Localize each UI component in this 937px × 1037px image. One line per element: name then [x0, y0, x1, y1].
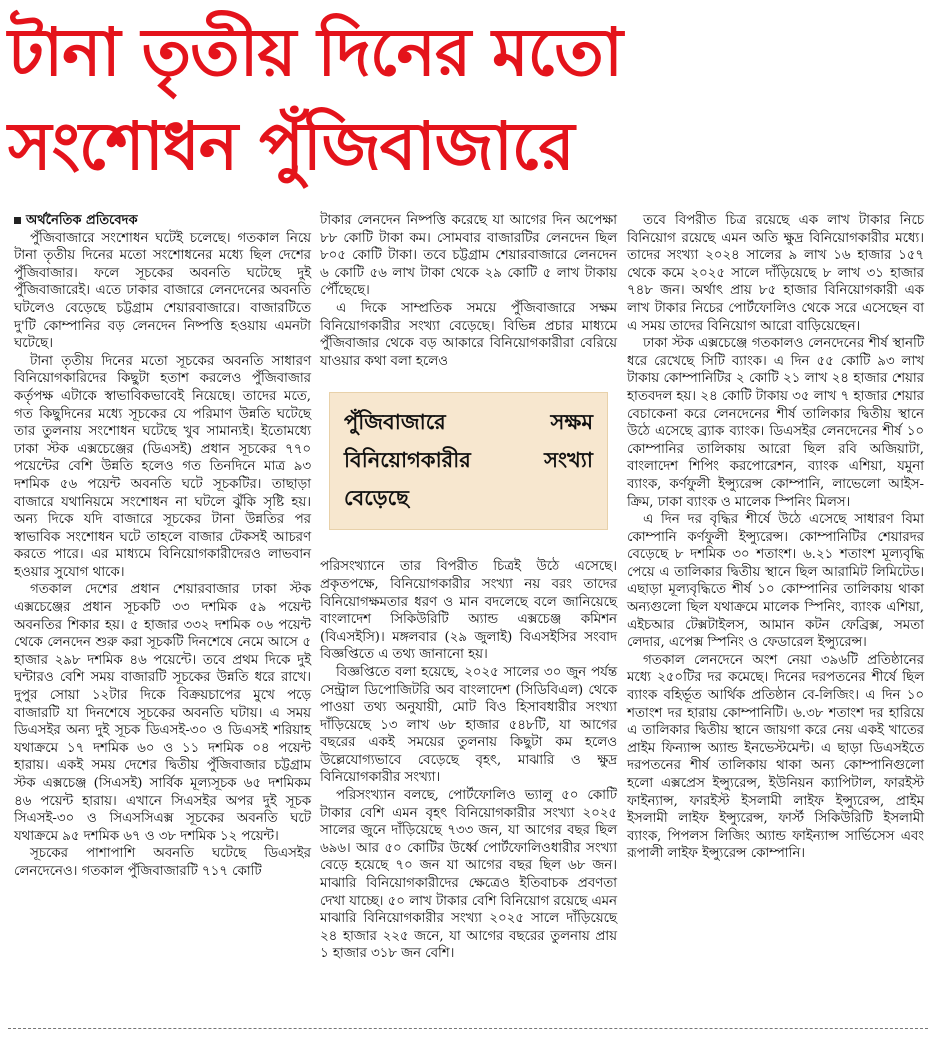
paragraph: টানা তৃতীয় দিনের মতো সূচকের অবনতি সাধারণ বিনিয়োগকারিদের কিছুটা হতাশ করলেও পুঁজিবাজার কর্তৃপক্ষ এটাকে স্বাভাবিকভাবেই নিয়েছে। তাদের মতে, গত কিছুদিনের মধ্যে সূচকের যে পরিমাণ উন্নতি ঘটেছে তার তুলনায় সংশোধন ঘটেছে খুব সামান্যই। ইতোমধ্যে ঢাকা স্টক এক্সচেঞ্জের (ডিএসই) প্রধান সূচকের ৭৭০ পয়েন্টের বেশি উন্নতি হলেও গত তিনদিনে মাত্র ৯৩ দশমিক ৫৬ পয়েন্ট অবনতি ঘটে সূচকটির। তাছাড়া বাজারে যথানিয়মে সংশোধন না ঘটলে ঝুঁকি সৃষ্টি হয়। অন্য দিকে যদি বাজারে সূচকের টানা উন্নতির পর স্বাভাবিক সংশোধন ঘটে তাহলে বাজার টেকসই আচরণ করতে পারে। এর মাধ্যমে বিনিয়োগকারীদেরও লাভবান হওয়ার সুযোগ থাকে।: [14, 353, 311, 580]
paragraph: এ দিকে সাম্প্রতিক সময়ে পুঁজিবাজারে সক্ষম বিনিয়োগকারীর সংখ্যা বেড়েছে। বিভিন্ন প্রচার মাধ্যমে পুঁজিবাজার থেকে বড় আকারে বিনিয়োগকারীরা বেরিয়ে যাওয়ার কথা বলা হলেও: [320, 300, 617, 369]
square-bullet-icon: [14, 217, 21, 224]
paragraph: এ দিন দর বৃদ্ধির শীর্ষে উঠে এসেছে সাধারণ বিমা কোম্পানি কর্ণফুলী ইন্স্যুরেন্স। কোম্পানিটির শেয়ারদর বেড়েছে ৮ দশমিক ৩০ শতাংশ। ৬.২১ শতাংশ মূল্যবৃদ্ধি পেয়ে এ তালিকার দ্বিতীয় স্থানে ছিল আরামিট লিমিটেড। এছাড়া মূল্যবৃদ্ধিতে শীর্ষ ১০ কোম্পানির তালিকায় থাকা অন্যগুলো ছিল যথাক্রমে মালেক স্পিনিং, ব্যাংক এশিয়া, এইচআর টেক্সটাইলস, আমান কটন ফেব্রিক্স, সমতা লেদার, এপেক্স স্পিনিং ও ফেডারেল ইন্স্যুরেন্স।: [627, 512, 924, 651]
headline-line-2: সংশোধন পুঁজিবাজারে: [8, 108, 574, 185]
article-column-2: [320, 212, 617, 963]
pull-quote-box: পুঁজিবাজারে সক্ষম বিনিয়োগকারীর সংখ্যা বেড়েছে: [329, 392, 608, 530]
paragraph: বিজ্ঞপ্তিতে বলা হয়েছে, ২০২৫ সালের ৩০ জুন পর্যন্ত সেন্ট্রাল ডিপোজিটরি অব বাংলাদেশ (সিডিবিএল) থেকে পাওয়া তথ্য অনুযায়ী, মোট বিও হিসাবধারীর সংখ্যা দাঁড়িয়েছে ১৩ লাখ ৬৮ হাজার ৫৪৮টি, যা আগের বছরের একই সময়ের তুলনায় কিছুটা কম হলেও উল্লেযোগ্যভাবে বেড়েছে বৃহৎ, মাঝারি ও ক্ষুদ্র বিনিয়োগকারীর সংখ্যা।: [320, 664, 617, 786]
byline: [14, 212, 311, 230]
paragraph: টাকার লেনদেন নিষ্পত্তি করেছে যা আগের দিন অপেক্ষা ৮৮ কোটি টাকা কম। সোমবার বাজারটির লেনদেন ছিল ৮০৫ কোটি টাকা। তবে চট্টগ্রাম শেয়ারবাজারে লেনদেন ৬ কোটি ৫৬ লাখ টাকা থেকে ২৯ কোটি ৫ লাখ টাকায় পৌঁছেছে।: [320, 213, 617, 299]
paragraph: ঢাকা স্টক এক্সচেঞ্জে গতকালও লেনদেনের শীর্ষ স্থানটি ধরে রেখেছে সিটি ব্যাংক। এ দিন ৫৫ কোটি ৯৩ লাখ টাকায় কোম্পানিটির ২ কোটি ২১ লাখ ২৪ হাজার শেয়ার হাতবদল হয়। ২৪ কোটি টাকায় ৩৫ লাখ ৭ হাজার শেয়ার বেচাকেনা করে লেনদেনের শীর্ষ তালিকার দ্বিতীয় স্থানে উঠে এসেছে ব্র্যাক ব্যাংক। ডিএসইর লেনদেনের শীর্ষ ১০ কোম্পানির তালিকায় আরো ছিল রবি অজিয়াটা, বাংলাদেশ শিপিং করপোরেশন, ব্যাংক এশিয়া, যমুনা ব্যাংক, কর্ণফুলী ইন্স্যুরেন্স কোম্পানি, লাভেলো আইস-ক্রিম, ঢাকা ব্যাংক ও মালেক স্পিনিং মিলস।: [627, 336, 924, 510]
bottom-divider: [8, 1028, 928, 1029]
paragraph: পরিসংখ্যান বলছে, পোর্টফোলিও ভ্যালু ৫০ কোটি টাকার বেশি এমন বৃহৎ বিনিয়োগকারীর সংখ্যা ২০২৫ সালের জুনে দাঁড়িয়েছে ৭৩৩ জন, যা আগের বছর ছিল ৬৯৬। আর ৫০ কোটির উর্ধ্বে পোর্টফোলিওধারীর সংখ্যা বেড়ে হয়েছে ৭০ জন যা আগের বছর ছিল ৬৮ জন। মাঝারি বিনিয়োগকারীদের ক্ষেত্রেও ইতিবাচক প্রবণতা দেখা যাচ্ছে। ৫০ লাখ টাকার বেশি বিনিয়োগ রয়েছে এমন মাঝারি বিনিয়োগকারীর সংখ্যা ২০২৫ সালে দাঁড়িয়েছে ২৪ হাজার ২২৫ জনে, যা আগের বছরের তুলনায় প্রায় ১ হাজার ৩১৮ জন বেশি।: [320, 788, 617, 962]
byline-text: অর্থনৈতিক প্রতিবেদক: [26, 213, 138, 228]
paragraph: গতকাল দেশের প্রধান শেয়ারবাজার ঢাকা স্টক এক্সচেঞ্জের প্রধান সূচকটি ৩৩ দশমিক ৫৯ পয়েন্ট অবনতির শিকার হয়। ৫ হাজার ৩৩২ দশমিক ০৬ পয়েন্ট থেকে লেনদেন শুরু করা সূচকটি দিনশেষে নেমে আসে ৫ হাজার ২৯৮ দশমিক ৪৬ পয়েন্টে। তবে প্রথম দিকে দুই ঘন্টারও বেশি সময় বাজারটি সূচকের উন্নতি ধরে রাখে। দুপুর সোয়া ১২টার দিকে বিক্রয়চাপের মুখে পড়ে বাজারটি যা দিনশেষে সূচকের অবনতি ঘটায়। এ সময় ডিএসইর অন্য দুই সূচক ডিএসই-৩০ ও ডিএসই শরিয়াহ যথাক্রমে ১৭ দশমিক ৬০ ও ১১ দশমিক ০৪ পয়েন্ট হারায়। একই সময় দেশের দ্বিতীয় পুঁজিবাজার চট্টগ্রাম স্টক এক্সচেঞ্জ (সিএসই) সার্বিক মূল্যসূচক ৬৫ দশমিকম ৪৬ পয়েন্ট হারায়। এখানে সিএসইর অপর দুই সূচক সিএসই-৩০ ও সিএসসিএক্স সূচকের অবনতি ঘটে যথাক্রমে ৯৫ দশমিক ৬৭ ও ৩৮ দশমিক ১২ পয়েন্ট।: [14, 582, 311, 844]
article-column-1: [14, 212, 311, 881]
headline-line-1: টানা তৃতীয় দিনের মতো: [8, 14, 622, 91]
paragraph: পরিসংখ্যানে তার বিপরীত চিত্রই উঠে এসেছে। প্রকৃতপক্ষে, বিনিয়োগকারীর সংখ্যা নয় বরং তাদের বিনিয়োগক্ষমতার ধরণ ও মান বদলেছে বলে জানিয়েছে বাংলাদেশ সিকিউরিটি অ্যান্ড এক্সচেঞ্জ কমিশন (বিএসইসি)। মঙ্গলবার (২৯ জুলাই) বিএসইসির সংবাদ বিজ্ঞপ্তিতে এ তথ্য জানানো হয়।: [320, 559, 617, 663]
paragraph: পুঁজিবাজারে সংশোধন ঘটেই চলেছে। গতকাল নিয়ে টানা তৃতীয় দিনের মতো সংশোধনের মধ্যে ছিল দেশের পুঁজিবাজার। ফলে সূচকের অবনতি ঘটেছে দুই পুঁজিবাজারেই। এতে ঢাকার বাজারে লেনদেনের অবনতি ঘটলেও বেড়েছে চট্টগ্রাম শেয়ারবাজারে। বাজারটিতে দু'টি কোম্পানির বড় লেনদেন নিষ্পত্তি হওয়ায় এমনটা ঘটেছে।: [14, 230, 311, 352]
headline: [8, 6, 928, 194]
paragraph: সূচকের পাশাপাশি অবনতি ঘটেছে ডিএসইর লেনদেনেও। গতকাল পুঁজিবাজারটি ৭১৭ কোটি: [14, 846, 311, 879]
paragraph: গতকাল লেনদেনে অংশ নেয়া ৩৯৬টি প্রতিষ্ঠানের মধ্যে ২৫০টির দর কমেছে। দিনের দরপতনের শীর্ষে ছিল ব্যাংক বহির্ভূত আর্থিক প্রতিষ্ঠান বে-লিজিং। এ দিন ১০ শতাংশ দর হারায় কোম্পানিটি। ৬.৩৮ শতাংশ দর হারিয়ে এ তালিকার দ্বিতীয় স্থানে জায়গা করে নেয় একই খাতের প্রাইম ফিন্যান্স অ্যান্ড ইনভেস্টমেন্ট। এ ছাড়া ডিএসইতে দরপতনের শীর্ষ তালিকায় থাকা অন্য কোম্পানিগুলো হলো এক্সপ্রেস ইন্স্যুরেন্স, ইউনিয়ন ক্যাপিটাল, ফারইস্ট ফাইন্যান্স, ফারইস্ট ইসলামী লাইফ ইন্স্যুরেন্স, প্রাইম ইসলামী লাইফ ইন্স্যুরেন্স, ফার্স্ট সিকিউরিটি ইসলামী ব্যাংক, পিপলস লিজিং অ্যান্ড ফাইন্যান্স সার্ভিসেস এবং রূপালী লাইফ ইন্স্যুরেন্স কোম্পানি।: [627, 652, 924, 862]
paragraph: তবে বিপরীত চিত্র রয়েছে এক লাখ টাকার নিচে বিনিয়োগ রয়েছে এমন অতি ক্ষুদ্র বিনিয়োগকারীর মধ্যে। তাদের সংখ্যা ২০২৪ সালের ৯ লাখ ১৬ হাজার ১৫৭ থেকে কমে ২০২৫ সালে দাঁড়িয়েছে ৮ লাখ ৩১ হাজার ৭৪৮ জন। অর্থাৎ প্রায় ৮৫ হাজার বিনিয়োগকারী এক লাখ টাকার নিচের পোর্টফোলিও থেকে সরে এসেছেন বা এ সময় তাদের বিনিয়োগ আরো বাড়িয়েছেন।: [627, 213, 924, 334]
article-column-3: [627, 212, 924, 863]
